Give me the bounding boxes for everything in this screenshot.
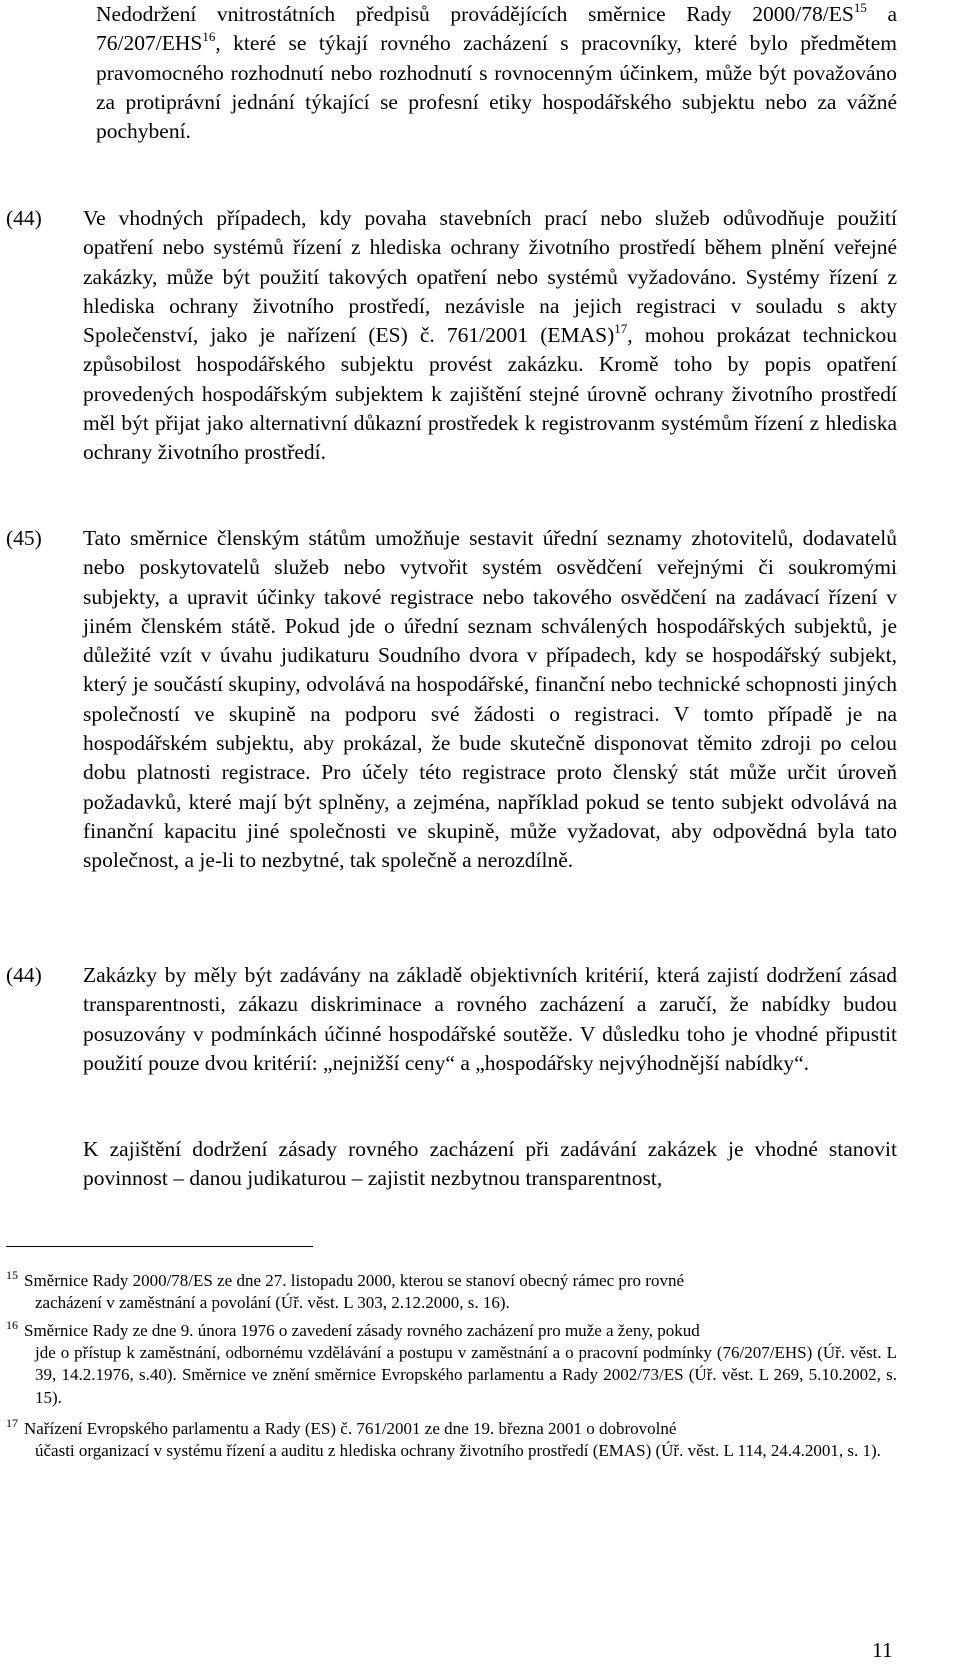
footnote-17-first-line: Nařízení Evropského parlamentu a Rady (ES) č. 761/2001 ze dne 19. března 2001 o dobrovolné [24,1419,677,1438]
footnote-mark-16: 16 [6,1318,18,1332]
page-number: 11 [872,1638,893,1662]
footnote-ref-17[interactable]: 17 [614,321,628,337]
recital-number-45: (45) [6,526,42,550]
recital-44b-text: Zakázky by měly být zadávány na základě objektivních kritérií, která zajistí dodržení zásad transparentnosti, zákazu diskriminace a rovného zacházení a zaručí, že nabídky budou posuzovány v podmínkách účinné hospodářské soutěže. V důsledku toho je vhodné připustit použití pouze dvou kritérií: „nejnižší ceny“ a „hospodářsky nejvýhodnější nabídky“. [83,963,897,1075]
recital-44a-text-a: Ve vhodných případech, kdy povaha stavebních prací nebo služeb odůvodňuje použití opatření nebo systémů řízení z hlediska ochrany životního prostředí během plnění veřejné zakázky, může být použití takových opatření nebo systémů vyžadováno. Systémy řízení z hlediska ochrany životního prostředí, nezávisle na jejich registraci v souladu s akty Společenství, jako je nařízení (ES) č. 761/2001 (EMAS) [83,206,897,348]
footnote-16 [6,1320,897,1409]
recital-44a-text-b: , mohou prokázat technickou způsobilost hospodářského subjektu provést zakázku. Kromě toho by popis opatření provedených hospodářským subjektem k zajištění stejné úrovně ochrany životního prostředí měl být přijat jako alternativní důkazní prostředek k registrovanm systémům řízení z hlediska ochrany životního prostředí. [83,323,897,465]
intro-text-a: Nedodržení vnitrostátních předpisů provádějících směrnice Rady 2000/78/ES [96,2,854,26]
intro-text-c: , které se týkají rovného zacházení s pracovníky, které bylo předmětem pravomocného rozhodnutí nebo rozhodnutí s rovnocenným účinkem, může být považováno za protiprávní jednání týkající se profesní etiky hospodářského subjektu nebo za vážné pochybení. [96,31,897,144]
recital-number-44b: (44) [6,963,42,987]
footnote-15-rest: zacházení v zaměstnání a povolání (Úř. věst. L 303, 2.12.2000, s. 16). [35,1293,510,1313]
footnote-16-first-line: Směrnice Rady ze dne 9. února 1976 o zavedení zásady rovného zacházení pro muže a ženy, pokud [24,1321,700,1340]
footnote-17-rest: účasti organizací v systému řízení a auditu z hlediska ochrany životního prostředí (EMAS) (Úř. věst. L 114, 24.4.2001, s. 1). [35,1441,881,1461]
footnote-16-rest: jde o přístup k zaměstnání, odbornému vzdělávání a postupu v zaměstnání a o pracovní podmínky (76/207/EHS) (Úř. věst. L 39, 14.2.1976, s.40). Směrnice ve znění směrnice Evropského parlamentu a Rady 2002/73/ES (Úř. věst. L 269, 5.10.2002, s. 15). [35,1343,897,1407]
intro-paragraph [96,0,897,146]
footnote-15 [6,1270,897,1314]
footnote-ref-16[interactable]: 16 [202,29,216,45]
intro-text-b: a 76/207/EHS [96,2,897,56]
footnote-15-first-line: Směrnice Rady 2000/78/ES ze dne 27. listopadu 2000, kterou se stanoví obecný rámec pro rovné [24,1271,685,1290]
footnote-ref-15[interactable]: 15 [853,0,867,15]
footnote-mark-17: 17 [6,1416,18,1430]
recital-44b-continuation: K zajištění dodržení zásady rovného zacházení při zadávání zakázek je vhodné stanovit povinnost – danou judikaturou – zajistit nezbytnou transparentnost, [83,1137,897,1191]
recital-44a-text [83,204,897,468]
footnote-17 [6,1418,897,1462]
recital-number-44a: (44) [6,206,42,230]
recital-45-text: Tato směrnice členským státům umožňuje sestavit úřední seznamy zhotovitelů, dodavatelů nebo poskytovatelů služeb nebo vytvořit systém osvědčení veřejnými či soukromými subjekty, a upravit účinky takové registrace nebo takového osvědčení na zadávací řízení v jiném členském státě. Pokud jde o úřední seznam schválených hospodářských subjektů, je důležité vzít v úvahu judikaturu Soudního dvora v případech, kdy se hospodářský subjekt, který je součástí skupiny, odvolává na hospodářské, finanční nebo technické schopnosti jiných společností ve skupině na podporu své žádosti o registraci. V tomto případě je na hospodářském subjektu, aby prokázal, že bude skutečně disponovat těmito zdroji po celou dobu platnosti registrace. Pro účely této registrace proto členský stát může určit úroveň požadavků, které mají být splněny, a zejména, například pokud se tento subjekt odvolává na finanční kapacitu jiné společnosti ve skupině, může vyžadovat, aby odpovědná byla tato společnost, a je-li to nezbytné, tak společně a nerozdílně. [83,526,897,873]
footnote-mark-15: 15 [6,1268,18,1282]
footnote-separator [6,1246,313,1247]
